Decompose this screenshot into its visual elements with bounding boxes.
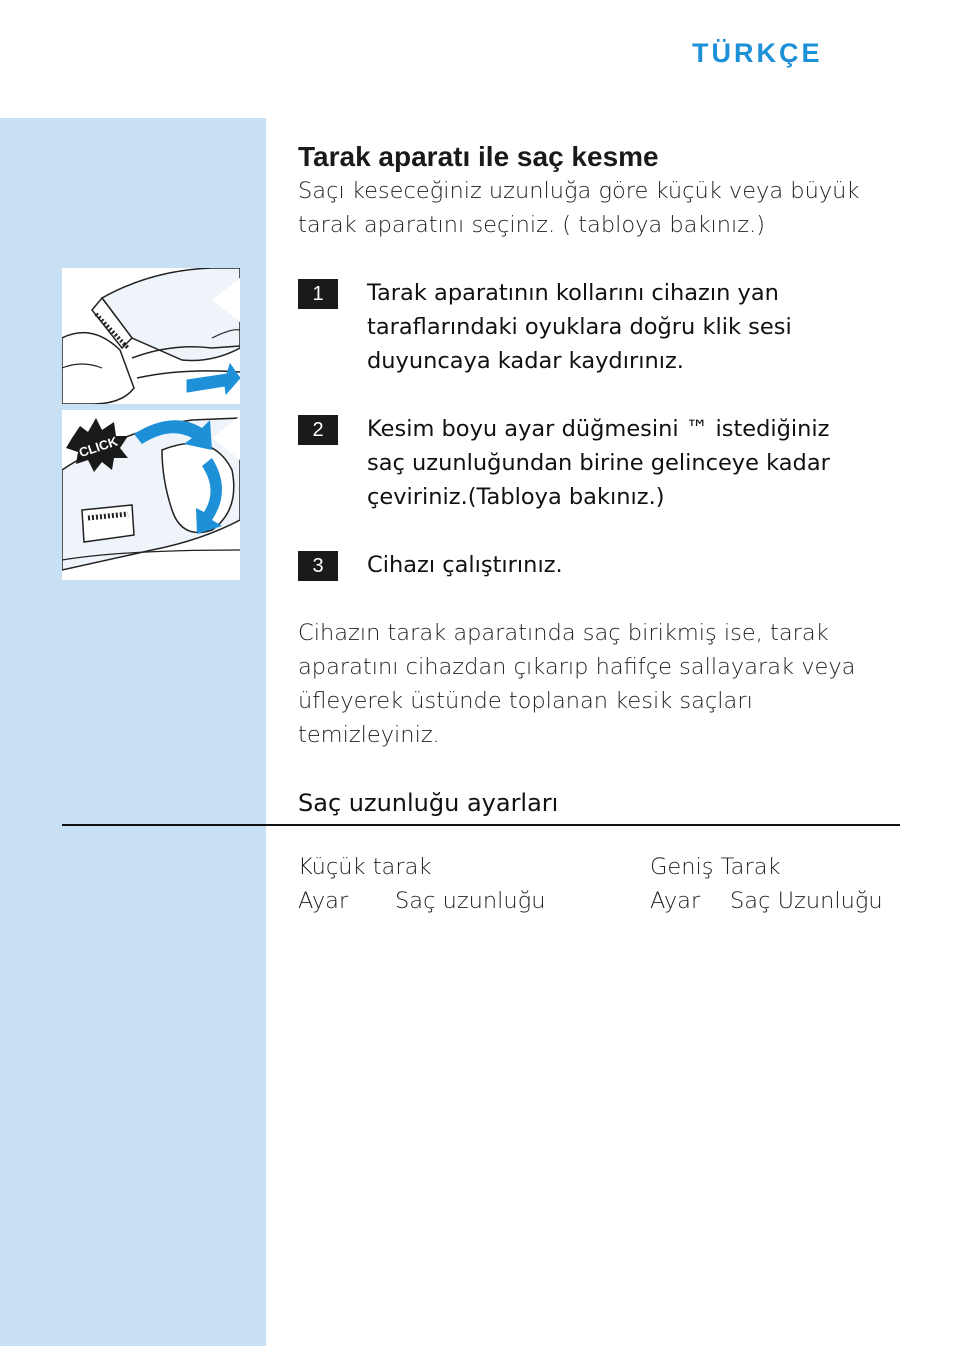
step-number: 2 <box>298 415 338 445</box>
step-3 <box>298 548 908 582</box>
step-line: taraflarındaki oyuklara doğru klik sesi <box>367 314 792 340</box>
cleaning-line: Cihazın tarak aparatında saç birikmiş ise, tarak <box>298 620 829 646</box>
step-line: Kesim boyu ayar düğmesini ™ istediğiniz <box>367 416 830 442</box>
step-line: Tarak aparatının kollarını cihazın yan <box>367 280 779 306</box>
main-content <box>298 140 908 820</box>
intro-line: tarak aparatını seçiniz. ( tabloya bakınız.) <box>298 212 765 238</box>
settings-heading: Saç uzunluğu ayarları <box>298 789 559 817</box>
length-column-header: Saç Uzunluğu <box>730 888 883 914</box>
step-text <box>367 412 908 514</box>
step-text <box>367 548 908 582</box>
wide-comb-column <box>650 850 883 918</box>
step-2 <box>298 412 908 514</box>
step-number: 1 <box>298 279 338 309</box>
wide-comb-title: Geniş Tarak <box>650 854 781 880</box>
section-title: Tarak aparatı ile saç kesme <box>298 141 659 172</box>
section-divider <box>62 824 900 826</box>
step-line: çeviriniz.(Tabloya bakınız.) <box>367 484 665 510</box>
intro-line: Saçı keseceğiniz uzunluğa göre küçük veya büyük <box>298 178 860 204</box>
setting-column-header: Ayar <box>298 888 349 914</box>
cleaning-line: temizleyiniz. <box>298 722 440 748</box>
section-intro <box>298 174 908 242</box>
illustration-pointer-1 <box>212 278 240 322</box>
setting-column-header: Ayar <box>650 888 701 914</box>
small-comb-column <box>298 850 545 918</box>
step-line: duyuncaya kadar kaydırınız. <box>367 348 684 374</box>
step-text <box>367 276 908 378</box>
step-line: saç uzunluğundan birine gelinceye kadar <box>367 450 830 476</box>
cleaning-paragraph <box>298 616 908 752</box>
illustration-pointer-2 <box>212 416 240 460</box>
small-comb-header <box>298 884 545 918</box>
small-comb-title: Küçük tarak <box>298 854 432 880</box>
step-number: 3 <box>298 551 338 581</box>
comb-attachment-illustration <box>62 268 240 580</box>
step-line: Cihazı çalıştırınız. <box>367 552 563 578</box>
language-label: TÜRKÇE <box>692 38 823 68</box>
length-column-header: Saç uzunluğu <box>395 888 546 914</box>
cleaning-line: üfleyerek üstünde toplanan kesik saçları <box>298 688 753 714</box>
click-label: CLICK <box>77 433 120 461</box>
cleaning-line: aparatını cihazdan çıkarıp hafifçe sallayarak veya <box>298 654 856 680</box>
step-1 <box>298 276 908 378</box>
wide-comb-header <box>650 884 883 918</box>
